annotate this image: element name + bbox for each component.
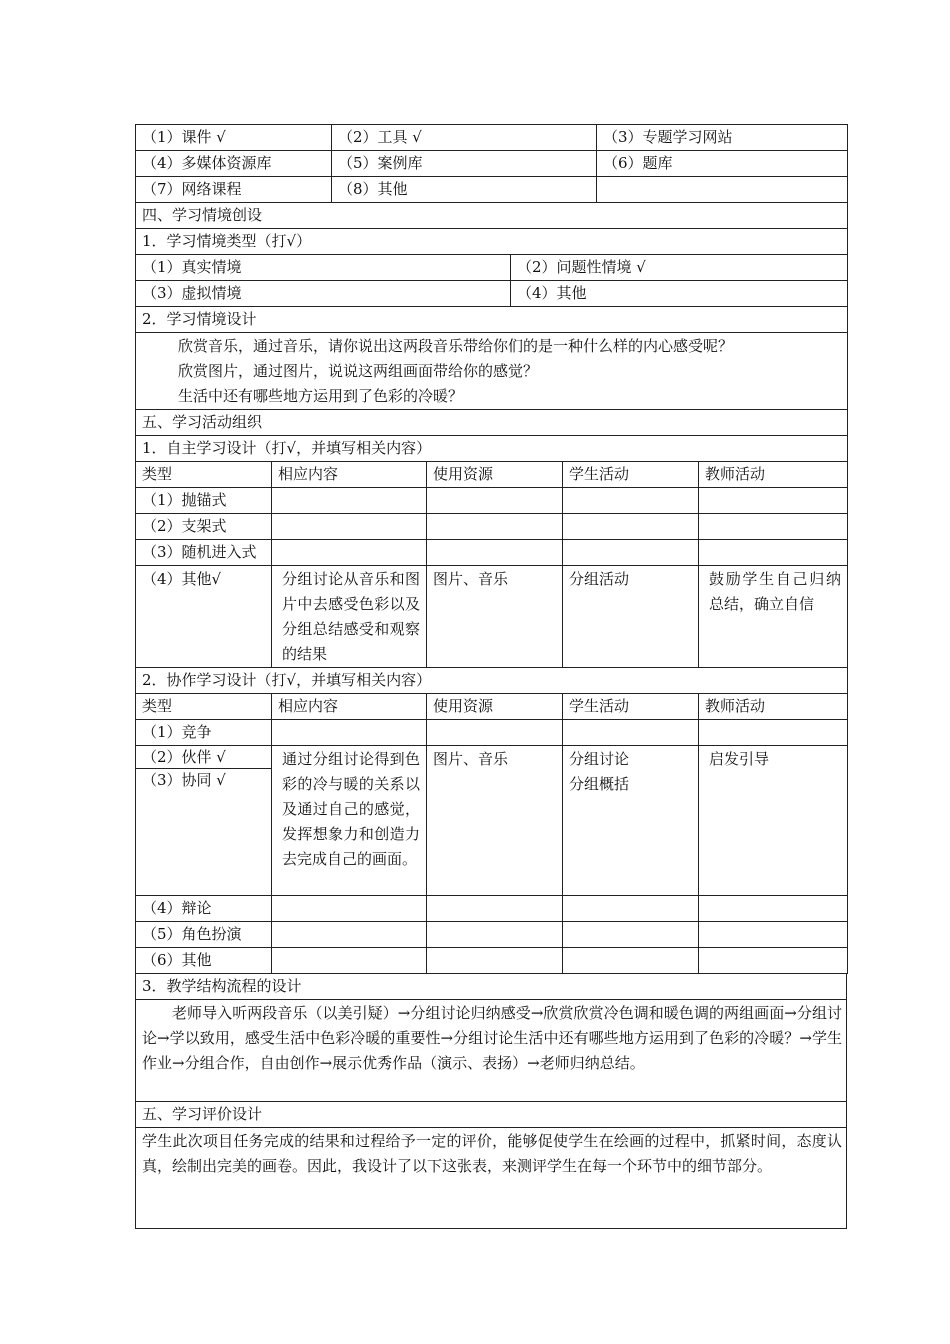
resource-cell: 图片、音乐 <box>427 566 563 668</box>
table-row-type: （3）随机进入式 <box>136 540 272 566</box>
column-header: 教师活动 <box>699 694 848 720</box>
column-header: 相应内容 <box>272 694 427 720</box>
content-cell: 分组讨论从音乐和图片中去感受色彩以及分组总结感受和观察的结果 <box>272 566 427 668</box>
resource-cell: 图片、音乐 <box>427 746 563 896</box>
situation-type: （4）其他 <box>511 281 848 307</box>
table-row-type: （1）竞争 <box>136 720 272 746</box>
section-title: 五、学习评价设计 <box>136 1102 847 1128</box>
student-activity-line: 分组讨论 <box>569 750 630 768</box>
section-title: 四、学习情境创设 <box>136 203 848 229</box>
self-study-table <box>135 461 848 974</box>
column-header: 使用资源 <box>427 694 563 720</box>
design-line: 欣赏音乐，通过音乐，请你说出这两段音乐带给你们的是一种什么样的内心感受呢？ <box>178 337 734 355</box>
column-header: 类型 <box>136 694 272 720</box>
table-row-type: （2）伙伴 √ <box>136 746 271 769</box>
column-header: 教师活动 <box>699 462 848 488</box>
design-line: 欣赏图片，通过图片，说说这两组画面带给你的感觉？ <box>178 362 539 380</box>
resource-cell: （2）工具 √ <box>332 125 597 151</box>
resource-cell: （5）案例库 <box>332 151 597 177</box>
resource-cell: （1）课件 √ <box>136 125 332 151</box>
teacher-activity-cell: 鼓励学生自己归纳总结，确立自信 <box>699 566 848 668</box>
section-title: 五、学习活动组织 <box>136 410 848 436</box>
flow-table <box>135 973 847 1229</box>
flow-text: 老师导入听两段音乐（以美引疑）→分组讨论归纳感受→欣赏欣赏冷色调和暖色调的两组画面→分组讨论→学以致用，感受生活中色彩冷暖的重要性→分组讨论生活中还有哪些地方运用到了色彩的冷暖？→学生作业→分组合作，自由创作→展示优秀作品（演示、表扬）→老师归纳总结。 <box>136 1000 847 1102</box>
subsection-title: 1．自主学习设计（打√，并填写相关内容） <box>136 436 848 462</box>
coop-type-cell <box>136 746 272 896</box>
situation-design-text <box>136 333 848 410</box>
resource-cell: （8）其他 <box>332 177 597 203</box>
resource-cell: （3）专题学习网站 <box>597 125 848 151</box>
situation-table <box>135 202 848 462</box>
table-row-type: （1）抛锚式 <box>136 488 272 514</box>
resource-cell: （7）网络课程 <box>136 177 332 203</box>
subsection-title: 2．协作学习设计（打√，并填写相关内容） <box>136 668 848 694</box>
content-cell: 通过分组讨论得到色彩的冷与暖的关系以及通过自己的感觉，发挥想象力和创造力去完成自己的画面。 <box>272 746 427 896</box>
column-header: 学生活动 <box>563 462 699 488</box>
table-row-type: （6）其他 <box>136 948 272 974</box>
situation-type: （1）真实情境 <box>136 255 511 281</box>
evaluation-text: 学生此次项目任务完成的结果和过程给予一定的评价，能够促使学生在绘画的过程中，抓紧时间，态度认真，绘制出完美的画卷。因此，我设计了以下这张表，来测评学生在每一个环节中的细节部分。 <box>136 1128 847 1229</box>
resource-cell <box>597 177 848 203</box>
table-row-type: （2）支架式 <box>136 514 272 540</box>
situation-type: （3）虚拟情境 <box>136 281 511 307</box>
table-row-type: （4）其他√ <box>136 566 272 668</box>
subsection-title: 1．学习情境类型（打√） <box>136 229 848 255</box>
table-row-type: （3）协同 √ <box>142 771 226 789</box>
subsection-title: 2．学习情境设计 <box>136 307 848 333</box>
column-header: 使用资源 <box>427 462 563 488</box>
table-row-type: （5）角色扮演 <box>136 922 272 948</box>
column-header: 学生活动 <box>563 694 699 720</box>
student-activity-cell <box>563 746 699 896</box>
student-activity-cell: 分组活动 <box>563 566 699 668</box>
resource-table <box>135 124 848 203</box>
student-activity-line: 分组概括 <box>569 775 630 793</box>
subsection-title: 3．教学结构流程的设计 <box>136 974 847 1000</box>
resource-cell: （4）多媒体资源库 <box>136 151 332 177</box>
situation-type: （2）问题性情境 √ <box>511 255 848 281</box>
resource-cell: （6）题库 <box>597 151 848 177</box>
table-row-type: （4）辩论 <box>136 896 272 922</box>
column-header: 相应内容 <box>272 462 427 488</box>
teacher-activity-cell: 启发引导 <box>699 746 848 896</box>
design-line: 生活中还有哪些地方运用到了色彩的冷暖？ <box>178 387 464 405</box>
document-page <box>135 124 847 1229</box>
column-header: 类型 <box>136 462 272 488</box>
